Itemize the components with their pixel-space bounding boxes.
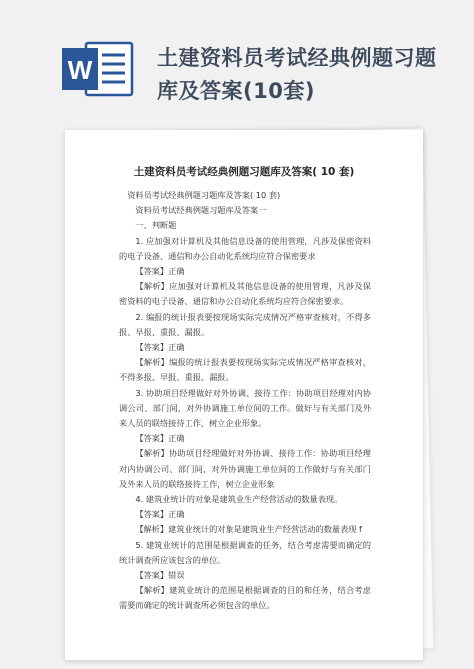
word-document-icon — [62, 40, 134, 98]
document-page — [65, 130, 423, 660]
paragraph: 【解析】协助项目经理做好对外协调、接待工作：协助项目经理对内协调公司、部门间，对外协调施工单位间的工作做好与有关部门及外来人员的联络接待工作，树立企业形象 — [119, 448, 371, 489]
page-title-line-2: 库及答案(10套) — [157, 79, 315, 103]
header — [0, 0, 474, 120]
document-title: 土建资料员考试经典例题习题库及答案( 10 套) — [133, 166, 355, 178]
paragraph: 一、判断题 — [135, 220, 177, 231]
paragraph: 5. 建筑业统计的范围是根据调查的任务，结合考虑需要而确定的统计调查所应该包含的单位。 — [119, 539, 371, 565]
document-body — [119, 188, 371, 614]
page-title-line-1: 土建资料员考试经典例题习题 — [157, 46, 437, 70]
paragraph: 【答案】正确 — [135, 266, 185, 277]
paragraph: 【答案】正确 — [135, 433, 185, 444]
paragraph: 【解析】应加强对计算机及其他信息设备的使用管理，凡涉及保密资料的电子设备、通信和办公自动化系统均应符合保密要求。 — [119, 281, 371, 307]
paragraph: 2. 编报的统计报表要按现场实际完成情况严格审查核对，不得多报、早报、重报、漏报。 — [119, 311, 371, 337]
word-icon-letter: W — [67, 55, 93, 85]
paragraph: 【解析】建筑业统计的范围是根据调查的目的和任务，结合考虑需要而确定的统计调查所必须包含的单位。 — [119, 585, 371, 611]
paragraph: 【答案】错误 — [135, 570, 185, 581]
paragraph: 资料员考试经典例题习题库及答案一 — [135, 205, 267, 216]
paragraph: 3. 协助项目经理做好对外协调、接待工作：协助项目经理对内协调公司、部门间，对外协调施工单位间的工作。做好与有关部门及外来人员的联络接待工作，树立企业形象。 — [119, 387, 371, 429]
paragraph: 4. 建筑业统计的对象是建筑业生产经营活动的数量表现。 — [135, 494, 343, 505]
paragraph: 资料员考试经典例题习题库及答案( 10 套) — [127, 190, 281, 200]
paragraph: 【解析】建筑业统计的对象是建筑业生产经营活动的数量表现 f — [135, 524, 362, 535]
paragraph: 1. 应加强对计算机及其他信息设备的使用管理，凡涉及保密资料的电子设备、通信和办公自动化系统均应符合保密要求 — [119, 235, 371, 261]
paragraph: 【解析】编报的统计报表要按现场实际完成情况严格审查核对，不得多报、早报、重报、漏报。 — [119, 357, 371, 383]
paragraph: 【答案】正确 — [135, 509, 185, 520]
paragraph: 【答案】正确 — [135, 342, 185, 353]
